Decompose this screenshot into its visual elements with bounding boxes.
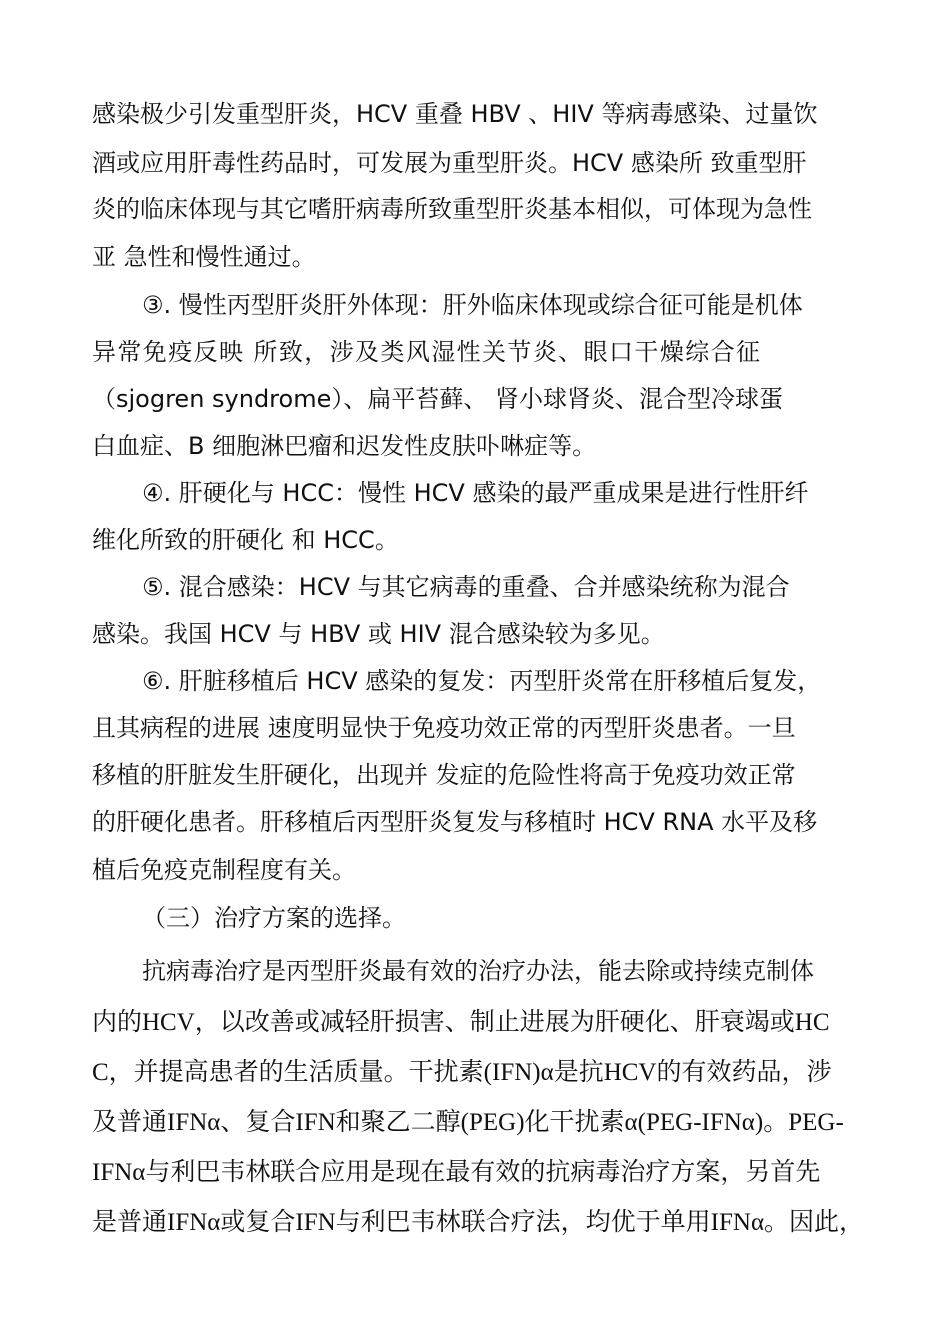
text-line: 感染。我国 HCV 与 HBV 或 HIV 混合感染较为多见。	[92, 620, 665, 648]
text-line: 及普通IFNα、复合IFN和聚乙二醇(PEG)化干扰素α(PEG-IFNα)。PEG-	[92, 1109, 844, 1136]
text-line: 植后免疫克制程度有关。	[92, 856, 356, 884]
text-line: 维化所致的肝硬化 和 HCC。	[92, 526, 399, 554]
list-item-6: ⑥. 肝脏移植后 HCV 感染的复发：丙型肝炎常在肝移植后复发，	[142, 667, 822, 695]
list-item-3: ③. 慢性丙型肝炎肝外体现：肝外临床体现或综合征可能是机体	[142, 291, 803, 319]
text-line: C，并提高患者的生活质量。干扰素(IFN)α是抗HCV的有效药品，涉	[92, 1059, 832, 1086]
text-line: 亚 急性和慢性通过。	[92, 243, 316, 271]
section-heading: （三）治疗方案的选择。	[142, 904, 406, 932]
text-line: 移植的肝脏发生肝硬化，出现并 发症的危险性将高于免疫功效正常	[92, 761, 796, 789]
text-line: 是普通IFNα或复合IFN与利巴韦林联合疗法，均优于单用IFNα。因此，	[92, 1209, 865, 1236]
list-item-5: ⑤. 混合感染：HCV 与其它病毒的重叠、合并感染统称为混合	[142, 573, 790, 601]
text-line: IFNα与利巴韦林联合应用是现在最有效的抗病毒治疗方案，另首先	[92, 1159, 821, 1186]
text-line: 且其病程的进展 速度明显快于免疫功效正常的丙型肝炎患者。一旦	[92, 714, 796, 742]
text-line: 内的HCV，以改善或减轻肝损害、制止进展为肝硬化、肝衰竭或HC	[92, 1009, 830, 1036]
text-line: （sjogren syndrome）、扁平苔藓、 肾小球肾炎、混合型冷球蛋	[92, 385, 783, 413]
text-line: 炎的临床体现与其它嗜肝病毒所致重型肝炎基本相似，可体现为急性	[92, 195, 812, 223]
text-line: 异常免疫反映 所致，涉及类风湿性关节炎、眼口干燥综合征	[92, 338, 762, 366]
text-line: 的肝硬化患者。肝移植后丙型肝炎复发与移植时 HCV RNA 水平及移	[92, 808, 818, 836]
text-line: 感染极少引发重型肝炎，HCV 重叠 HBV 、HIV 等病毒感染、过量饮	[92, 100, 818, 128]
text-line: 白血症、B 细胞淋巴瘤和迟发性皮肤卟啉症等。	[92, 432, 597, 460]
text-line: 酒或应用肝毒性药品时，可发展为重型肝炎。HCV 感染所 致重型肝	[92, 149, 807, 177]
list-item-4: ④. 肝硬化与 HCC：慢性 HCV 感染的最严重成果是进行性肝纤	[142, 479, 809, 507]
text-line: 抗病毒治疗是丙型肝炎最有效的治疗办法，能去除或持续克制体	[142, 957, 814, 985]
